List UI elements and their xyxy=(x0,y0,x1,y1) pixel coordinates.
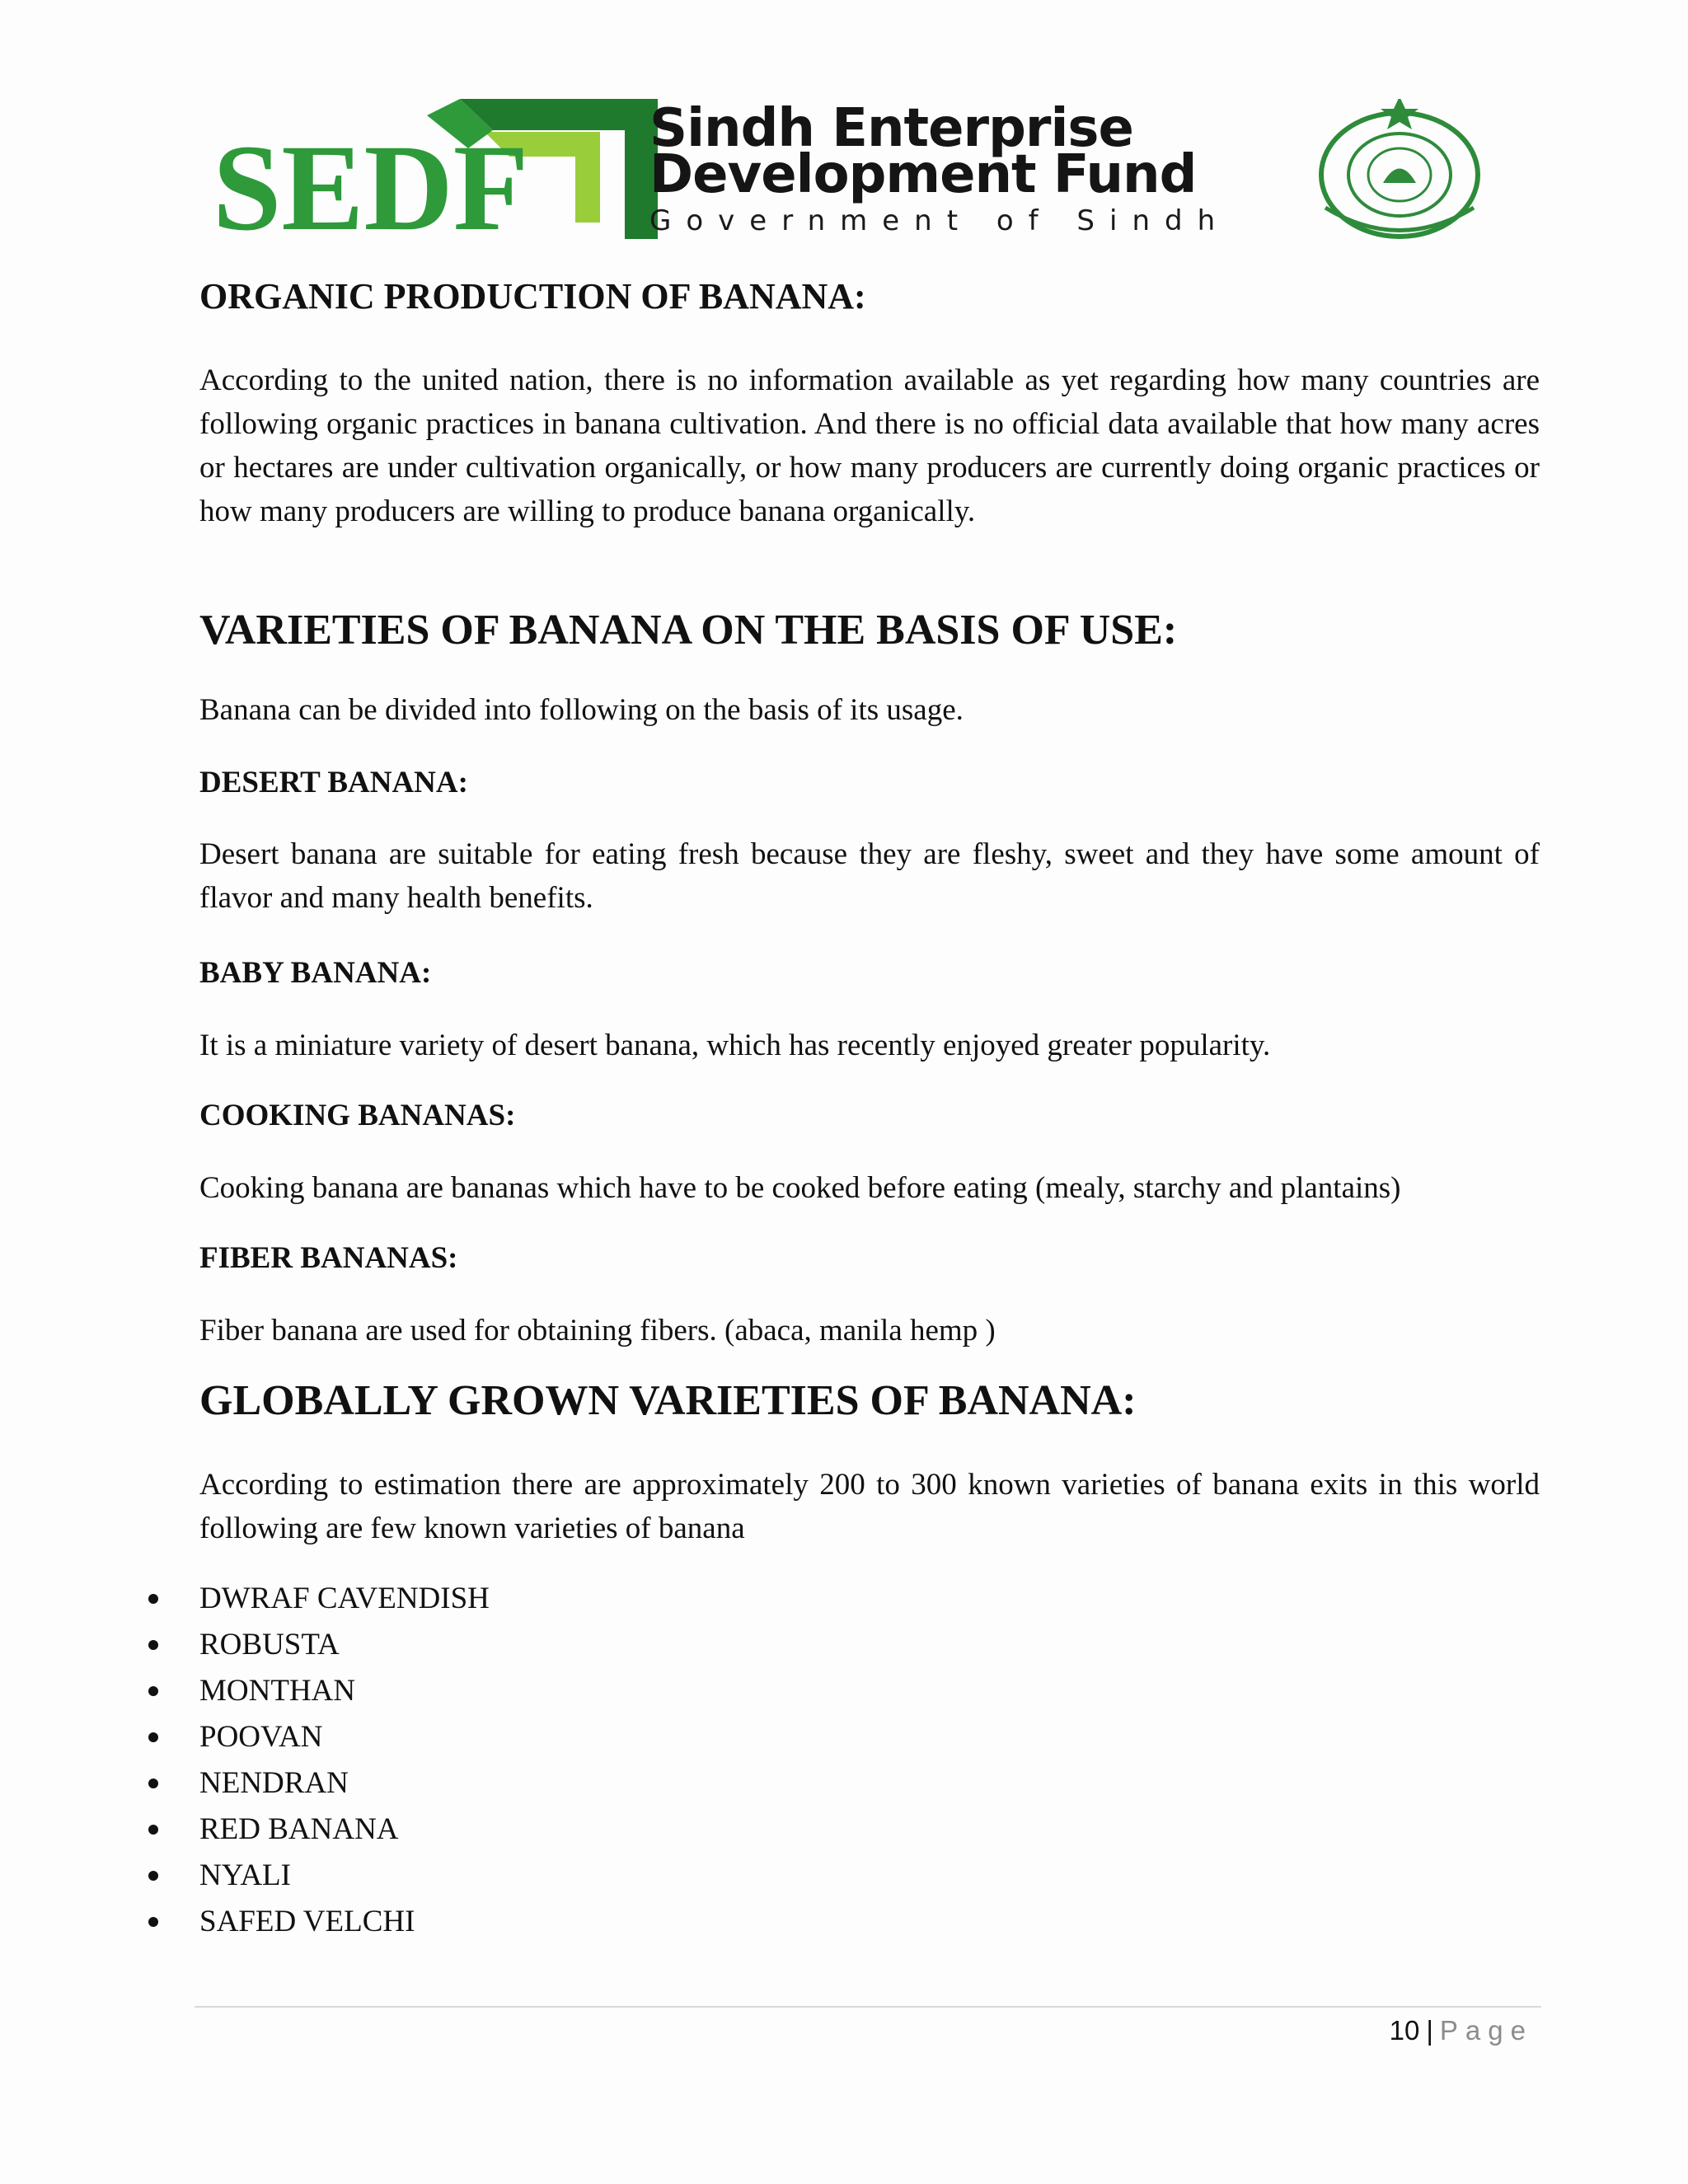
bullet-icon xyxy=(148,1732,158,1742)
government-of-sindh-seal-icon xyxy=(1321,99,1478,237)
variety-name: MONTHAN xyxy=(199,1674,356,1708)
variety-name: NYALI xyxy=(199,1858,291,1892)
subheading-baby-banana: BABY BANANA: xyxy=(199,956,432,990)
variety-name: DWRAF CAVENDISH xyxy=(199,1582,490,1615)
bullet-icon xyxy=(148,1594,158,1604)
variety-name: POOVAN xyxy=(199,1720,323,1754)
list-item xyxy=(148,1853,490,1899)
list-item xyxy=(148,1714,490,1760)
sedf-logo xyxy=(213,99,1482,243)
variety-name: SAFED VELCHI xyxy=(199,1905,415,1938)
heading-globally-grown-varieties: GLOBALLY GROWN VARIETIES OF BANANA: xyxy=(199,1377,1137,1424)
paragraph-organic-production: According to the united nation, there is no information available as yet regarding how many countries are following organic practices in banana cultivation. And there is no official data available that how many acres or hectares are under cultivation organically, or how many producers are currently doing organic practices or how many producers are willing to produce banana organically. xyxy=(199,363,1540,528)
list-item xyxy=(148,1622,490,1668)
list-item xyxy=(148,1807,490,1853)
list-item xyxy=(148,1668,490,1714)
variety-name: RED BANANA xyxy=(199,1812,399,1846)
bullet-icon xyxy=(148,1917,158,1927)
paragraph-varieties-intro: Banana can be divided into following on the basis of its usage. xyxy=(199,693,964,727)
paragraph-desert-banana: Desert banana are suitable for eating fresh because they are fleshy, sweet and they have some amount of flavor and many health benefits. xyxy=(199,837,1540,915)
list-item xyxy=(148,1760,490,1807)
varieties-list xyxy=(148,1576,490,1945)
subheading-desert-banana: DESERT BANANA: xyxy=(199,766,468,799)
bullet-icon xyxy=(148,1779,158,1788)
variety-name: NENDRAN xyxy=(199,1766,349,1800)
bullet-icon xyxy=(148,1825,158,1835)
heading-organic-production: ORGANIC PRODUCTION OF BANANA: xyxy=(199,276,866,316)
heading-varieties-by-use: VARIETIES OF BANANA ON THE BASIS OF USE: xyxy=(199,607,1178,654)
bullet-icon xyxy=(148,1871,158,1881)
page-label: Page xyxy=(1439,2015,1533,2046)
paragraph-cooking-bananas: Cooking banana are bananas which have to be cooked before eating (mealy, starchy and plantains) xyxy=(199,1171,1401,1205)
footer-separator: | xyxy=(1426,2015,1433,2046)
subheading-cooking-bananas: COOKING BANANAS: xyxy=(199,1099,516,1132)
logo-line-2: Development Fund xyxy=(649,144,1197,205)
logo-text-block xyxy=(649,98,1276,246)
bullet-icon xyxy=(148,1640,158,1650)
paragraph-globally-grown: According to estimation there are approximately 200 to 300 known varieties of banana exits in this world following are few known varieties of banana xyxy=(199,1468,1540,1545)
logo-line-3: Government of Sindh xyxy=(649,204,1231,237)
list-item xyxy=(148,1899,490,1945)
logo-abbr: SEDF xyxy=(213,120,529,243)
page-number: 10 xyxy=(1389,2015,1420,2046)
footer-divider xyxy=(195,2006,1541,2008)
subheading-fiber-bananas: FIBER BANANAS: xyxy=(199,1241,458,1275)
logo-line-1: Sindh Enterprise xyxy=(649,98,1133,159)
variety-name: ROBUSTA xyxy=(199,1628,340,1661)
list-item xyxy=(148,1576,490,1622)
page-footer xyxy=(1390,2013,1533,2049)
paragraph-baby-banana: It is a miniature variety of desert banana, which has recently enjoyed greater popularity. xyxy=(199,1029,1271,1062)
bullet-icon xyxy=(148,1686,158,1696)
paragraph-fiber-bananas: Fiber banana are used for obtaining fibers. (abaca, manila hemp ) xyxy=(199,1314,996,1347)
